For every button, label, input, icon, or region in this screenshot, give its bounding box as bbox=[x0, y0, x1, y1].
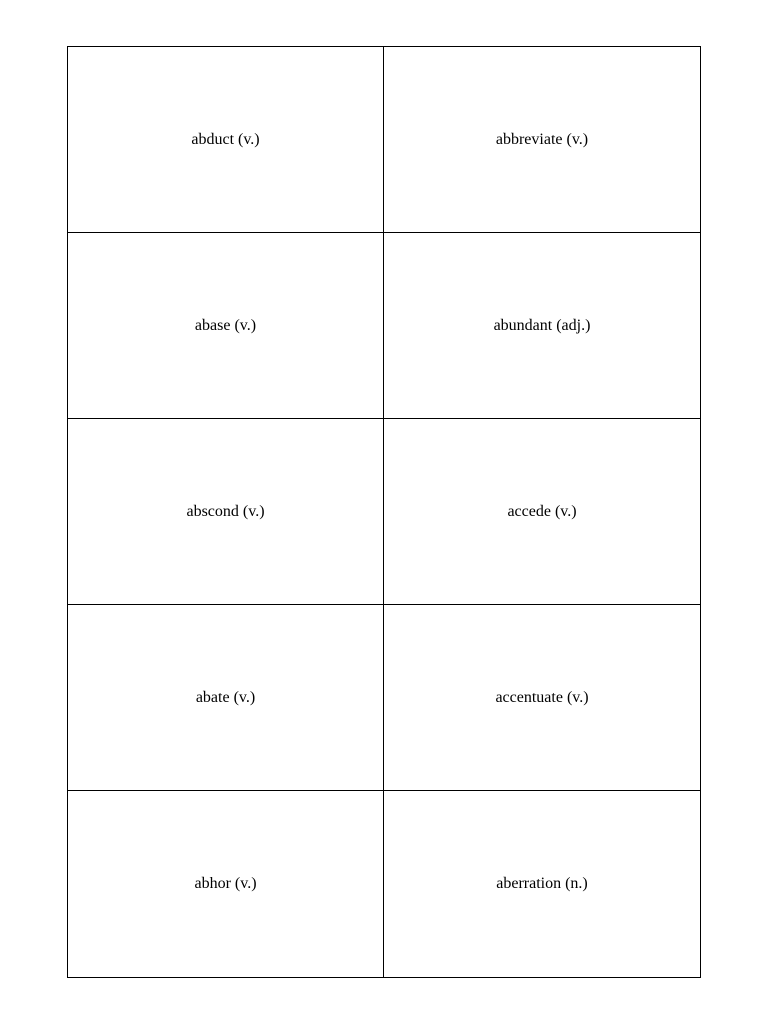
flashcard-term: abase (v.) bbox=[194, 316, 257, 334]
flashcard-term: abscond (v.) bbox=[186, 502, 265, 520]
flashcard-term: accede (v.) bbox=[507, 502, 577, 520]
flashcard-abundant bbox=[384, 233, 700, 419]
flashcard-term: abundant (adj.) bbox=[493, 316, 591, 334]
flashcard-abduct bbox=[68, 47, 384, 233]
flashcard-accede bbox=[384, 419, 700, 605]
flashcard-abhor bbox=[68, 791, 384, 977]
flashcard-aberration bbox=[384, 791, 700, 977]
flashcard-abscond bbox=[68, 419, 384, 605]
flashcard-abbreviate bbox=[384, 47, 700, 233]
flashcard-abase bbox=[68, 233, 384, 419]
flashcard-term: abbreviate (v.) bbox=[495, 130, 589, 148]
flashcard-term: abhor (v.) bbox=[194, 875, 257, 892]
flashcard-term: abate (v.) bbox=[195, 688, 256, 706]
flashcard-sheet bbox=[67, 46, 701, 978]
flashcard-term: aberration (n.) bbox=[496, 875, 588, 892]
flashcard-accentuate bbox=[384, 605, 700, 791]
flashcard-term: abduct (v.) bbox=[191, 130, 260, 148]
flashcard-abate bbox=[68, 605, 384, 791]
flashcard-term: accentuate (v.) bbox=[495, 688, 589, 706]
